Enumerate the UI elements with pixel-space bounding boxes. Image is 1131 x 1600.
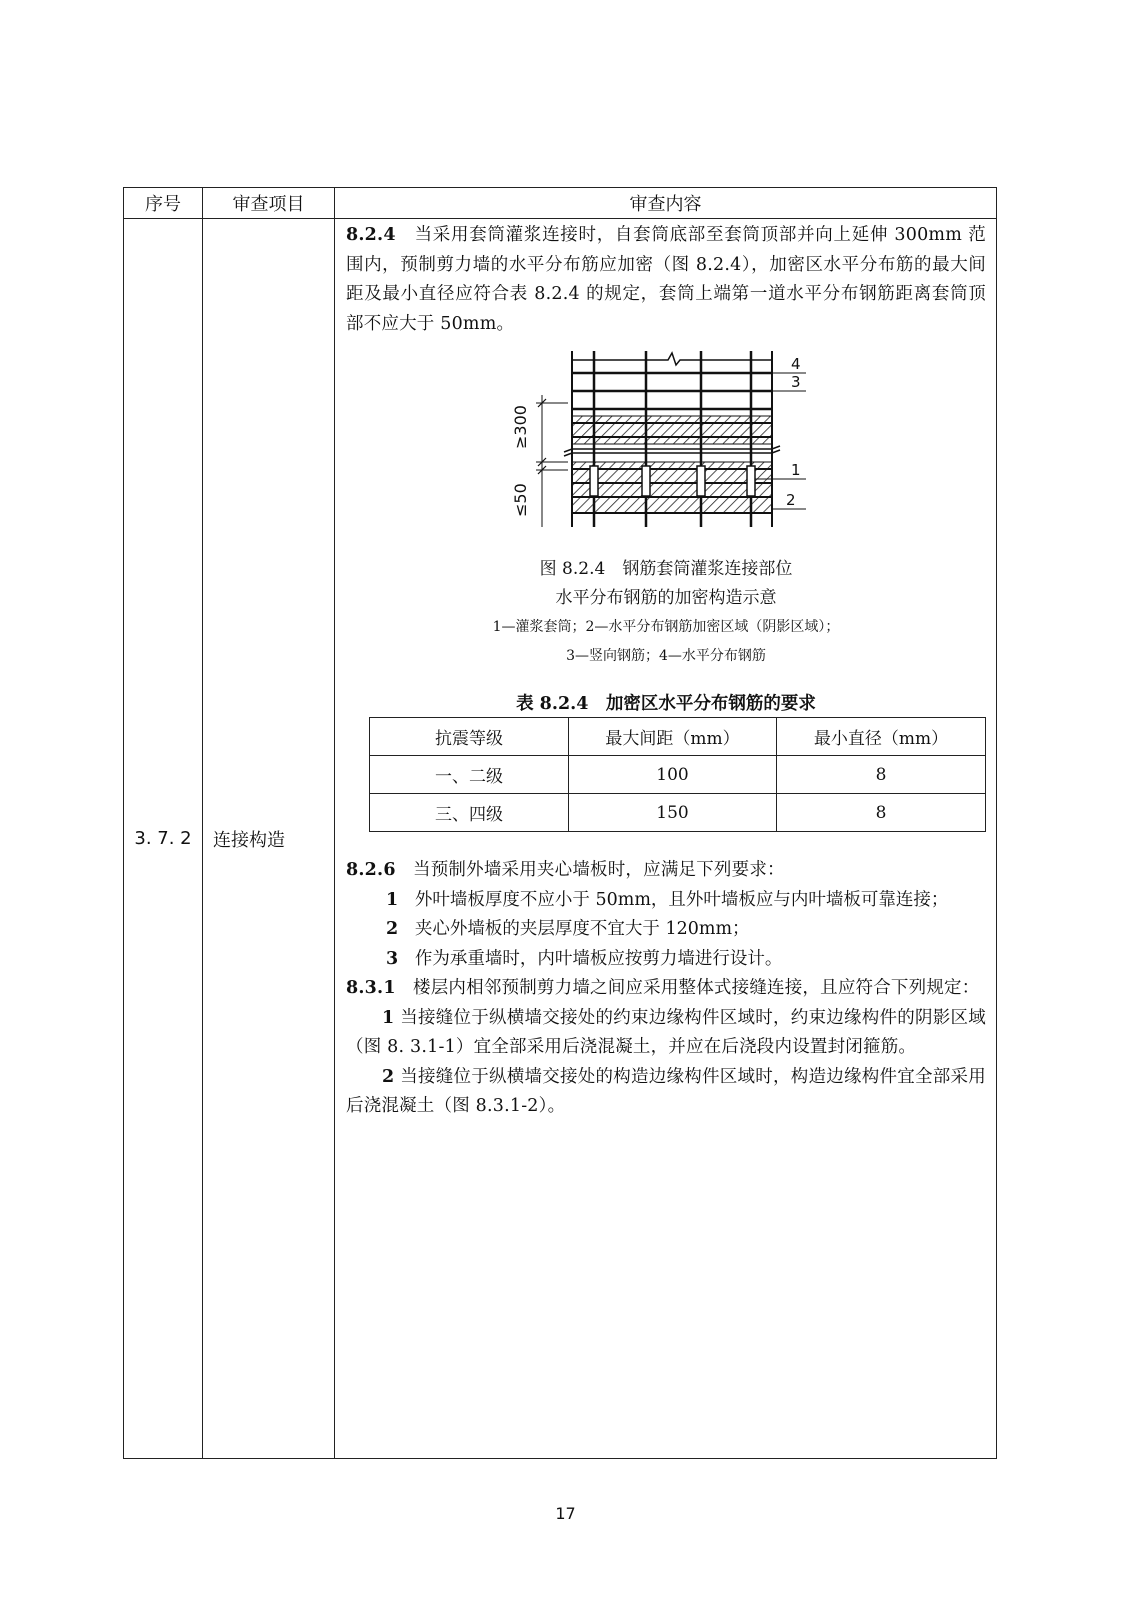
sleeve-grouting-diagram (346, 345, 986, 555)
req-header-cell: 最小直径（mm） (777, 718, 986, 756)
table-row (370, 756, 986, 794)
clause-number: 8.2.6 (346, 860, 396, 880)
dim-bottom-label: ≤50 (511, 483, 530, 517)
table-title: 表 8.2.4 加密区水平分布钢筋的要求 (516, 694, 816, 714)
list-item (346, 1004, 986, 1063)
item-number: 2 (382, 1066, 395, 1087)
content-row (124, 219, 997, 1459)
list-item (346, 945, 986, 975)
table-cell: 8 (777, 756, 986, 794)
clause-8-2-4 (346, 221, 986, 339)
table-cell: 8 (777, 794, 986, 832)
item-text: 夹心外墙板的夹层厚度不宜大于 120mm； (414, 919, 750, 939)
table-cell: 150 (569, 794, 777, 832)
dim-top-label: ≥300 (511, 405, 530, 449)
header-row (124, 188, 997, 219)
item-text: 当接缝位于纵横墙交接处的约束边缘构件区域时，约束边缘构件的阴影区域（图 8. 3.1-1）宜全部采用后浇混凝土，并应在后浇段内设置封闭箍筋。 (346, 1007, 986, 1057)
item-text: 当接缝位于纵横墙交接处的构造边缘构件区域时，构造边缘构件宜全部采用后浇混凝土（图 8.3.1-2）。 (346, 1066, 986, 1116)
dense-zone-upper (572, 416, 772, 444)
item-text: 外叶墙板厚度不应小于 50mm，且外叶墙板应与内叶墙板可靠连接； (414, 889, 949, 910)
table-cell: 三、四级 (370, 794, 569, 832)
header-no: 序号 (124, 188, 203, 219)
clause-8-2-6 (346, 856, 986, 886)
req-header-cell: 最大间距（mm） (569, 718, 777, 756)
list-item (346, 886, 986, 916)
sleeve-1 (590, 466, 598, 496)
clause-number: 8.3.1 (346, 978, 396, 998)
figure-legend-1: 1—灌浆套筒；2—水平分布钢筋加密区域（阴影区域）； (492, 619, 840, 635)
table-row (370, 794, 986, 832)
callout-2: 2 (786, 491, 796, 509)
item-number: 3 (386, 948, 399, 969)
page-number: 17 (555, 1504, 576, 1523)
figure-caption-2: 水平分布钢筋的加密构造示意 (555, 588, 777, 608)
item-number: 1 (382, 1007, 395, 1028)
row-content (335, 219, 997, 1459)
sleeve-4 (747, 466, 755, 496)
list-item (346, 1063, 986, 1122)
item-number: 2 (386, 919, 399, 939)
rebar-figure (346, 345, 986, 555)
figure-legend-2: 3—竖向钢筋；4—水平分布钢筋 (566, 648, 766, 664)
clause-text: 楼层内相邻预制剪力墙之间应采用整体式接缝连接，且应符合下列规定： (413, 978, 980, 998)
clause-text: 当采用套筒灌浆连接时，自套筒底部至套筒顶部并向上延伸 300mm 范围内，预制剪力墙的水平分布筋应加密（图 8.2.4），加密区水平分布筋的最大间距及最小直径应符合表 8.2.4 的规定，套筒上端第一道水平分布钢筋距离套筒顶部不应大于 50mm。 (346, 225, 986, 334)
review-table (123, 187, 997, 1459)
callout-3: 3 (791, 373, 801, 391)
row-number: 3. 7. 2 (124, 219, 203, 1459)
sleeve-3 (697, 466, 705, 496)
list-item (346, 915, 986, 945)
item-text: 作为承重墙时，内叶墙板应按剪力墙进行设计。 (414, 948, 783, 969)
clause-8-3-1 (346, 974, 986, 1004)
requirement-table (369, 717, 986, 832)
row-item: 连接构造 (203, 219, 335, 1459)
table-cell: 一、二级 (370, 756, 569, 794)
clause-number: 8.2.4 (346, 225, 396, 245)
req-header-cell: 抗震等级 (370, 718, 569, 756)
callout-1: 1 (791, 461, 801, 479)
sleeve-2 (642, 466, 650, 496)
callout-4: 4 (791, 355, 801, 373)
header-item: 审查项目 (203, 188, 335, 219)
figure-caption-1: 图 8.2.4 钢筋套筒灌浆连接部位 (539, 559, 793, 579)
clause-text: 当预制外墙采用夹心墙板时，应满足下列要求： (413, 860, 785, 880)
item-number: 1 (386, 889, 399, 910)
table-cell: 100 (569, 756, 777, 794)
header-content: 审查内容 (335, 188, 997, 219)
req-header-row (370, 718, 986, 756)
